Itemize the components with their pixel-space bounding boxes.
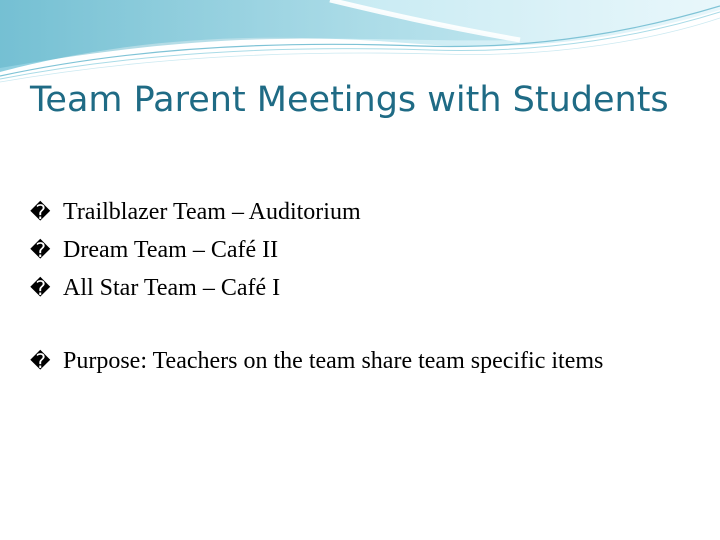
bullet-text: All Star Team – Café I <box>63 275 281 301</box>
bullet-item-all-star <box>30 269 670 307</box>
bullet-text: Trailblazer Team – Auditorium <box>63 199 361 225</box>
bullet-text: Dream Team – Café II <box>63 237 279 263</box>
bullet-item-dream <box>30 231 670 269</box>
bullet-glyph: � <box>30 276 51 300</box>
bullet-list <box>30 193 670 378</box>
bullet-glyph: � <box>30 238 51 262</box>
wave-header-decoration <box>0 0 720 90</box>
bullet-glyph: � <box>30 349 51 373</box>
bullet-item-trailblazer <box>30 193 670 231</box>
bullet-item-purpose <box>30 345 670 378</box>
bullet-glyph: � <box>30 200 51 224</box>
slide-title: Team Parent Meetings with Students <box>30 80 669 120</box>
bullet-text: Purpose: Teachers on the team share team specific items <box>63 348 604 374</box>
